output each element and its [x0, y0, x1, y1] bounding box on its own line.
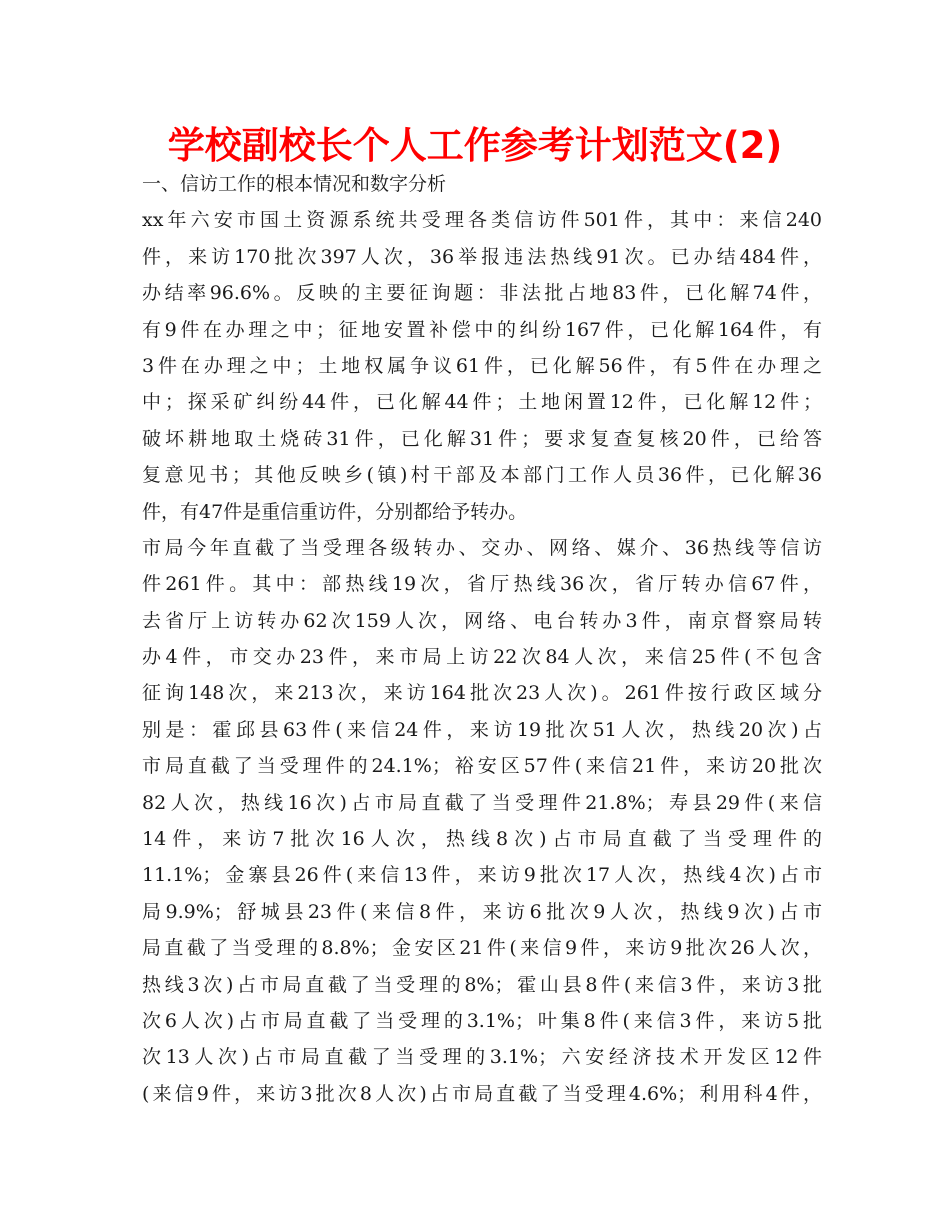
body-text-line: 局直截了当受理的8.8%；金安区21件(来信9件，来访9批次26人次，: [142, 937, 822, 960]
document-body: [142, 166, 822, 1112]
body-text-line: 局9.9%；舒城县23件(来信8件，来访6批次9人次，热线9次)占市: [142, 900, 822, 923]
body-text-line: 征询148次，来213次，来访164批次23人次)。261件按行政区域分: [142, 682, 822, 705]
body-text-line: 办4件，市交办23件，来市局上访22次84人次，来信25件(不包含: [142, 646, 822, 669]
body-text-line: 中；探采矿纠纷44件，已化解44件；土地闲置12件，已化解12件；: [142, 391, 822, 414]
body-text-line: 82人次，热线16次)占市局直截了当受理件21.8%；寿县29件(来信: [142, 791, 822, 814]
body-text-line: 一、信访工作的根本情况和数字分析: [142, 173, 447, 195]
body-text-line: 市局直截了当受理件的24.1%；裕安区57件(来信21件，来访20批次: [142, 755, 822, 778]
body-text-line: 14件，来访7批次16人次，热线8次)占市局直截了当受理件的: [142, 828, 822, 851]
body-text-line: 办结率96.6%。反映的主要征询题：非法批占地83件，已化解74件，: [142, 282, 822, 305]
body-text-line: 11.1%；金寨县26件(来信13件，来访9批次17人次，热线4次)占市: [142, 864, 822, 887]
document-title: 学校副校长个人工作参考计划范文(2): [167, 124, 783, 167]
body-text-line: 热线3次)占市局直截了当受理的8%；霍山县8件(来信3件，来访3批: [142, 973, 822, 996]
body-text-line: 件，有47件是重信重访件，分别都给予转办。: [142, 500, 528, 523]
body-text-line: 破坏耕地取土烧砖31件，已化解31件；要求复查复核20件，已给答: [142, 427, 822, 450]
body-text-line: 件261件。其中：部热线19次，省厅热线36次，省厅转办信67件，: [142, 573, 822, 596]
body-text-line: 次13人次)占市局直截了当受理的3.1%；六安经济技术开发区12件: [142, 1046, 822, 1069]
body-text-line: (来信9件，来访3批次8人次)占市局直截了当受理4.6%；利用科4件，: [142, 1082, 822, 1105]
body-text-line: 次6人次)占市局直截了当受理的3.1%；叶集8件(来信3件，来访5批: [142, 1009, 822, 1032]
body-text-line: 别是：霍邱县63件(来信24件，来访19批次51人次，热线20次)占: [142, 718, 822, 741]
body-text-line: 有9件在办理之中；征地安置补偿中的纠纷167件，已化解164件，有: [142, 318, 822, 341]
body-text-line: 去省厅上访转办62次159人次，网络、电台转办3件，南京督察局转: [142, 609, 822, 632]
body-text-line: 市局今年直截了当受理各级转办、交办、网络、媒介、36热线等信访: [142, 536, 822, 559]
body-text-line: 件，来访170批次397人次，36举报违法热线91次。已办结484件，: [142, 245, 822, 268]
body-text-line: 3件在办理之中；土地权属争议61件，已化解56件，有5件在办理之: [142, 354, 822, 377]
body-text-line: 复意见书；其他反映乡(镇)村干部及本部门工作人员36件，已化解36: [142, 464, 822, 487]
body-text-line: xx年六安市国土资源系统共受理各类信访件501件，其中：来信240: [142, 209, 822, 232]
